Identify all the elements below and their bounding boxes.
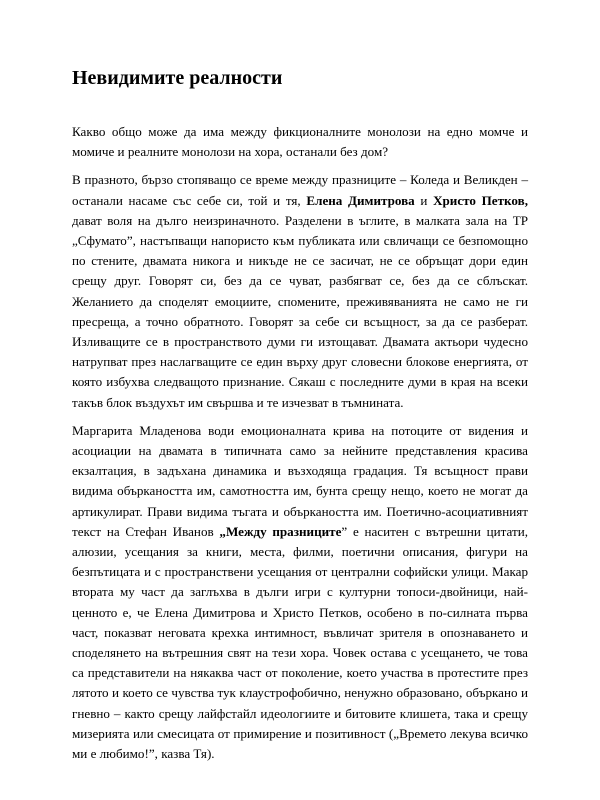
paragraph-intro [72, 122, 528, 162]
play-title-bold: „Между празниците [219, 523, 342, 539]
document-page [72, 66, 528, 772]
actor-name-bold: Христо Петков, [433, 192, 528, 208]
actor-name-bold: Елена Димитрова [306, 192, 415, 208]
paragraph-text: Какво общо може да има между фикционалните монолози на едно момче и момиче и реалните монолози на хора, останали без дом? [72, 124, 528, 160]
paragraph-text: ” е наситен с вътрешни цитати, алюзии, усещания за книги, места, филми, поетични описания, фигури на безпътицата и с пространствени усещания от централни софийски улици. Макар втората му част да заглъхва в дълги игри с културни топоси-двойници, най-ценното е, че Елена Димитрова и Христо Петков, особено в по-силната първа част, показват неговата крехка интимност, въвличат зрителя в опознаването и споделянето на вътрешния свят на тези хора. Човек остава с усещането, че това са представители на някаква част от поколение, което участва в протестите през лятото и което се чувства тук клаустрофобично, ненужно образовано, объркано и гневно – както срещу лайфстайл идеологиите и битовите клишета, така и срещу мизерията или смесицата от примирение и позитивност („Времето лекува всичко ми е любимо!”, казва Тя). [72, 523, 528, 762]
page-title: Невидимите реалности [72, 67, 283, 89]
paragraph-text: дават воля на дълго неизриначното. Разделени в ъглите, в малката зала на ТР „Сфумато”, настъпващи напористо към публиката или свличащи се безпомощно по стените, двамата никога и никъде не се засичат, не се обръщат дори един срещу друг. Говорят си, без да се чуват, разбягват се, без да се сблъскат. Желанието да споделят емоциите, спомените, преживяванията не само не ги пресреща, а точно обратното. Говорят за себе си всъщност, за да се разберат. Изливащите се в пространството думи ги изтощават. Двамата актьори чудесно натрупват през наслагващите се един върху друг словесни блокове енергията, от която избухва следващото признание. Сякаш с последните думи в края на всеки такъв блок въздухът им свършва и те изчезват в тъмнината. [72, 212, 528, 410]
paragraph-director [72, 421, 528, 764]
paragraph-text: В празното, бързо стопяващо се време между празниците – Коледа и Великден – останали насаме със себе си, той и тя, [72, 172, 528, 208]
paragraph-text: и [414, 192, 434, 208]
paragraph-text: Маргарита Младенова води емоционалната крива на потоците от видения и асоциации на двамата в типичната само за нейните представления красива екзалтация, в задъхана динамика и възходяща градация. Тя всъщност прави видима объркаността им, самотността им, бунта срещу нещо, което не могат да артикулират. Прави видима тъгата и объркаността им. Поетично-асоциативният текст на Стефан Иванов [72, 422, 528, 539]
paragraph-actors [72, 170, 528, 412]
